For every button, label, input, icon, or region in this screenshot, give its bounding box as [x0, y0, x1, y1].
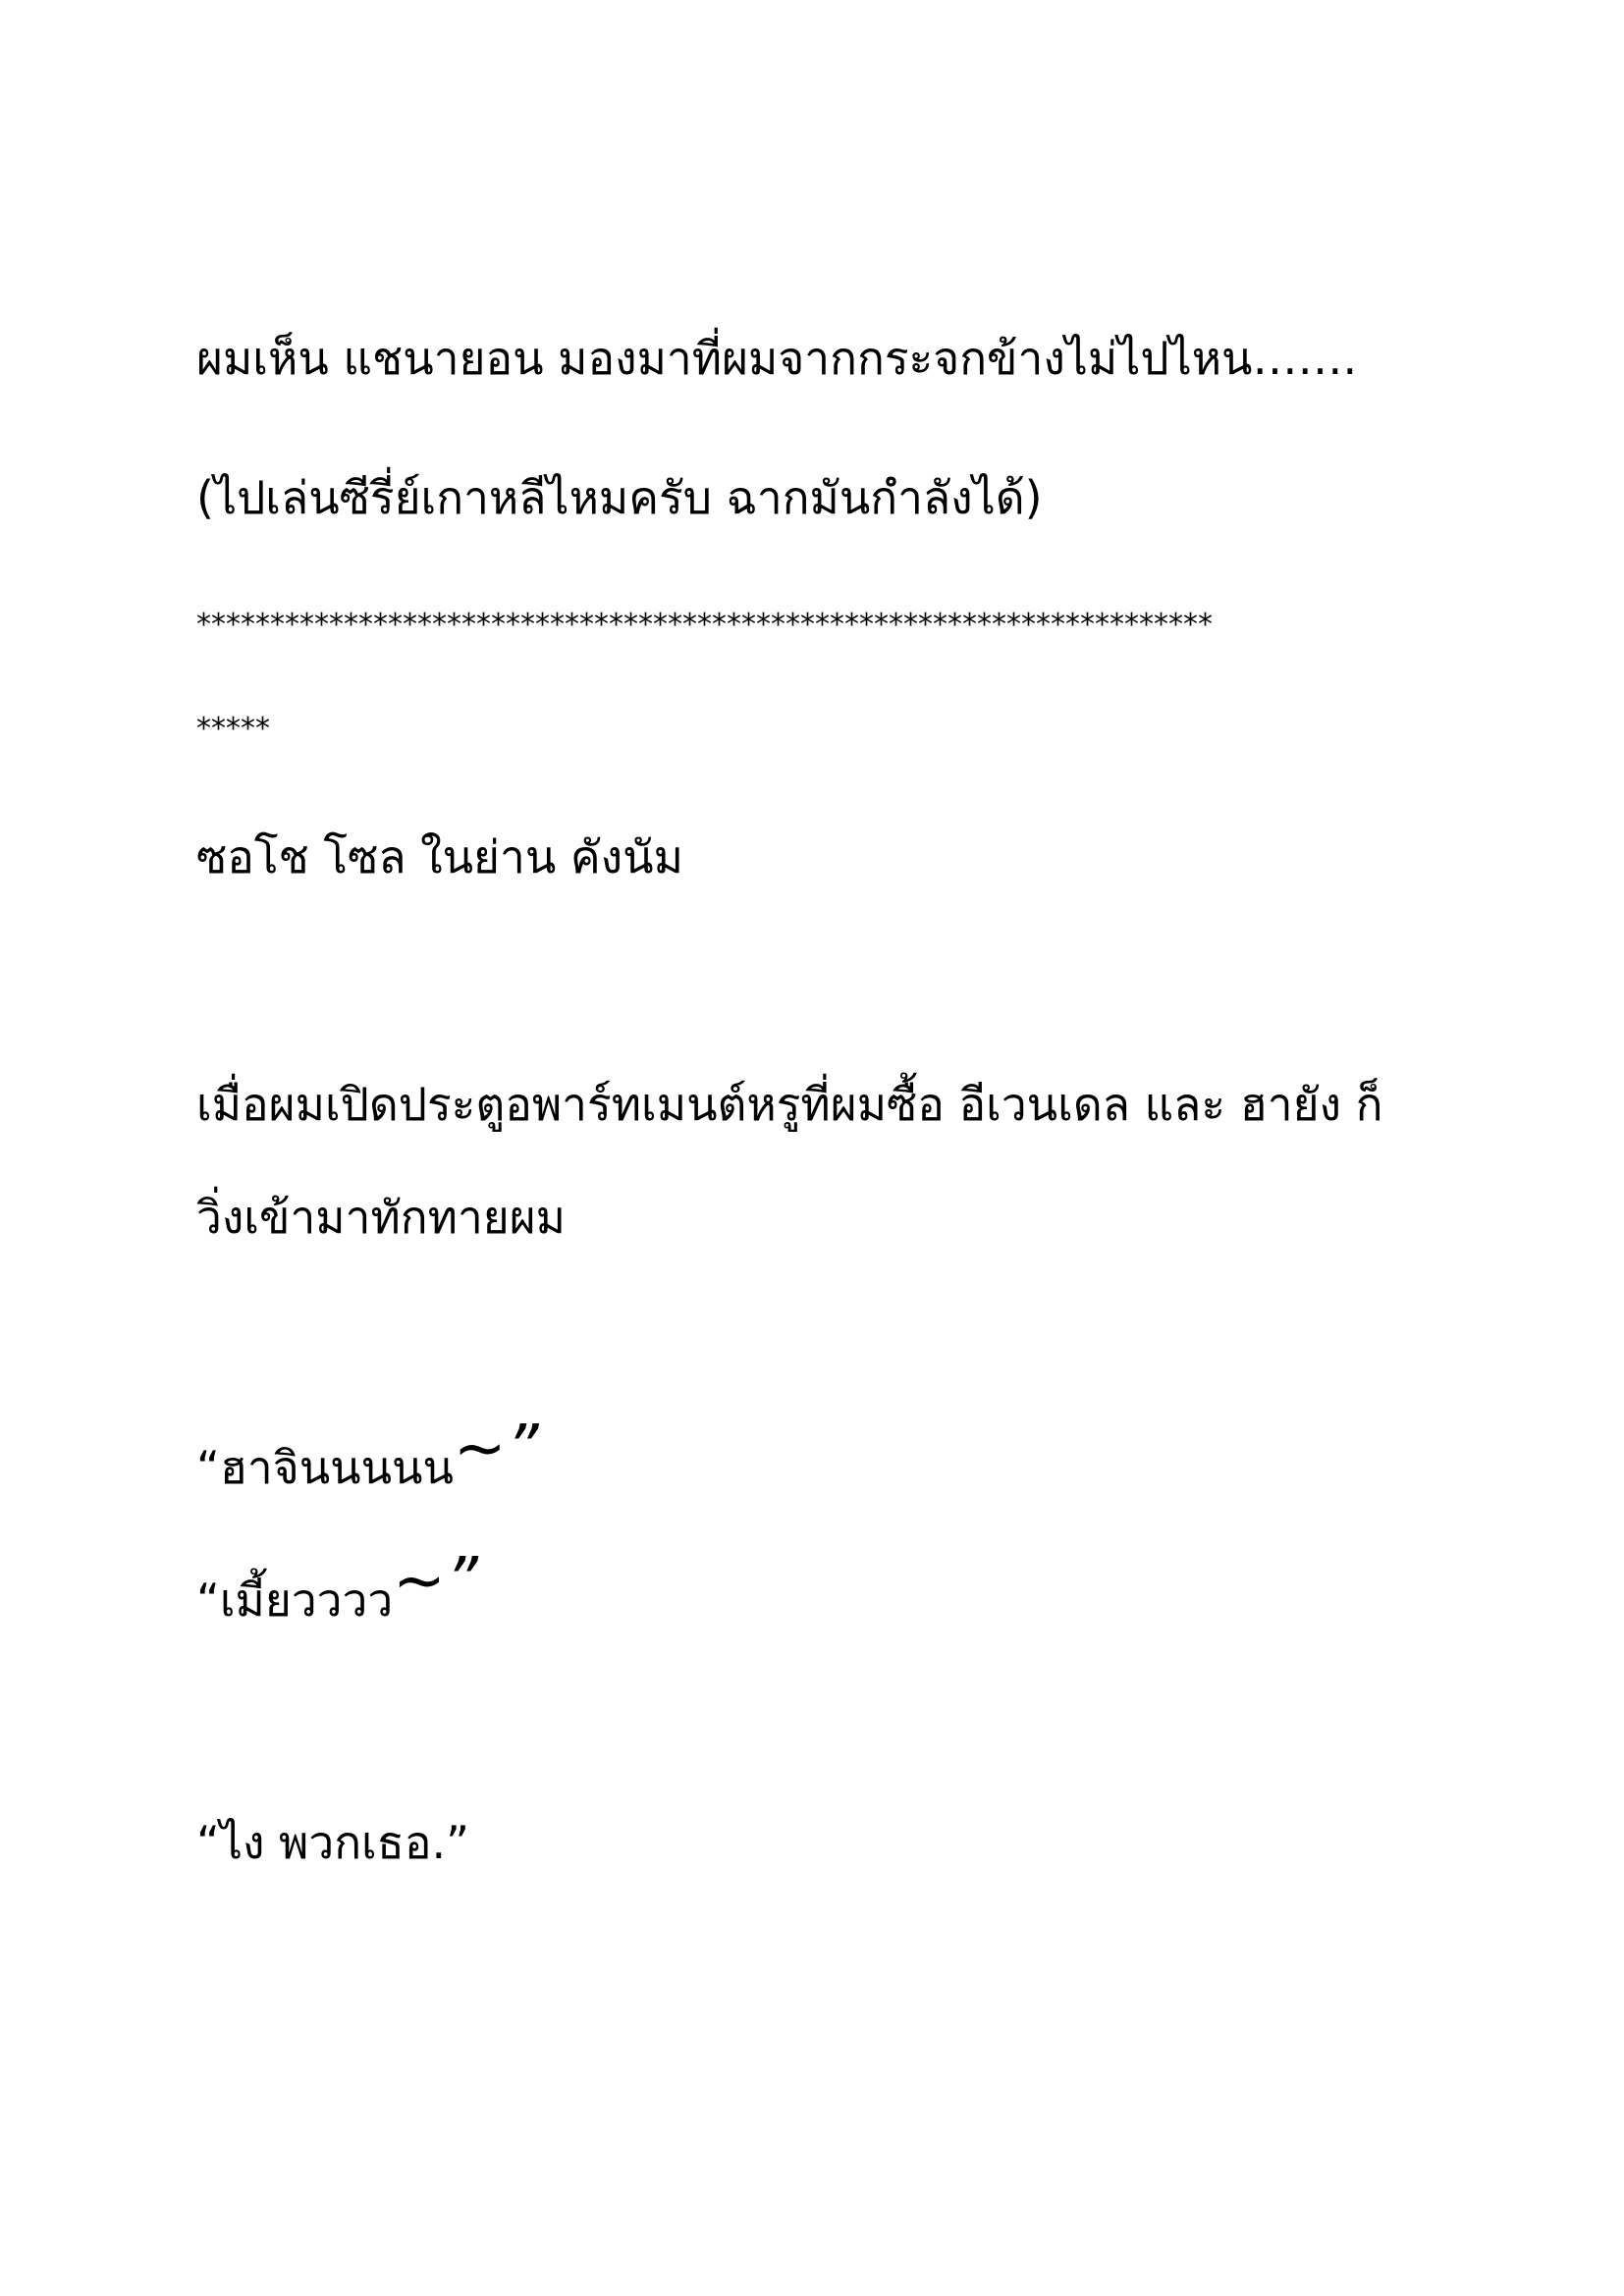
paragraph-line: วิ่งเข้ามาทักทายผม	[196, 1191, 566, 1244]
dialogue-text: “เมี้ยวววว	[196, 1574, 394, 1627]
separator-line: *********************************************************************	[196, 608, 1213, 642]
dialogue-line	[196, 1413, 539, 1502]
dialogue-trail: ~”	[393, 1545, 478, 1618]
separator-line: *****	[196, 712, 270, 746]
paragraph-line: ผมเห็น แชนายอน มองมาที่ผมจากกระจกข้างไม่ไปไหน…….	[196, 332, 1358, 385]
dialogue-trail: ~”	[453, 1413, 539, 1485]
scene-heading: ซอโช โซล ในย่าน คังนัม	[196, 830, 683, 883]
dialogue-text: “ฮาจินนนนน	[196, 1441, 454, 1494]
dialogue-line	[196, 1545, 478, 1634]
paragraph-line: เมื่อผมเปิดประตูอพาร์ทเมนต์หรูที่ผมซื้อ อีเวนเดล และ ฮายัง ก็	[196, 1078, 1383, 1131]
dialogue-line: “ไง พวกเธอ.”	[196, 1816, 469, 1869]
paragraph-line: (ไปเล่นซีรี่ย์เกาหลีไหมครับ ฉากมันกำลังได้)	[196, 471, 1043, 524]
